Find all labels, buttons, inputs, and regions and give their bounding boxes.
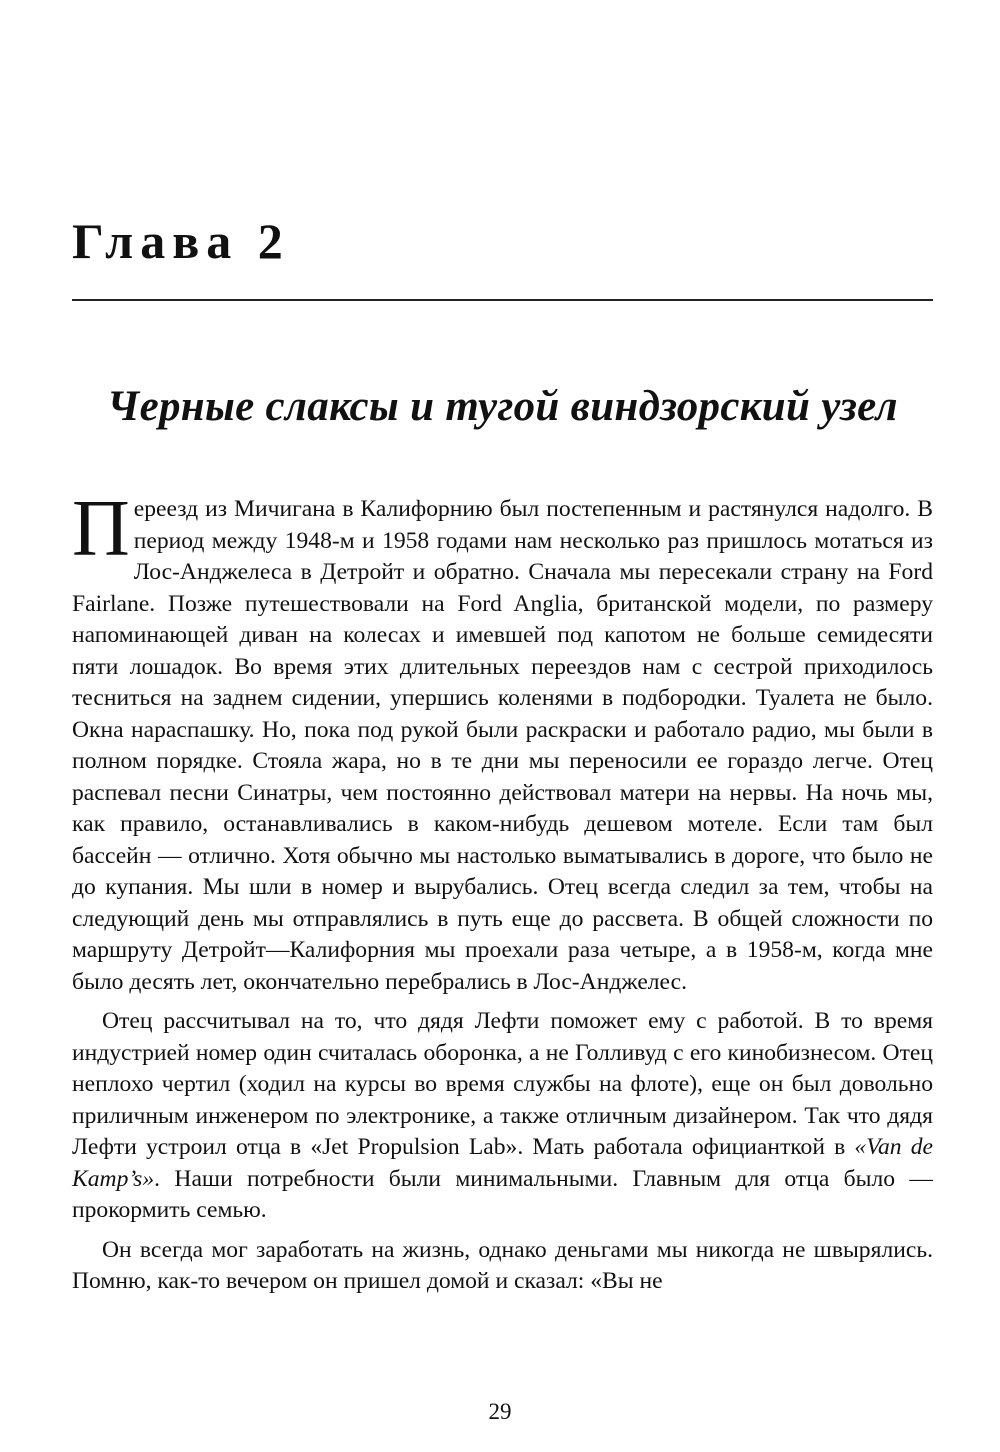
- paragraph-2-text-end: . Наши потребности были минимальными. Главным для отца было — прокормить семью.: [72, 1165, 933, 1223]
- chapter-divider-rule: [72, 299, 933, 301]
- paragraph-3-text: Он всегда мог заработать на жизнь, однако деньгами мы никогда не швырялись. Помню, как-то вечером он пришел домой и сказал: «Вы не: [72, 1236, 933, 1294]
- drop-cap-letter: П: [72, 485, 130, 573]
- paragraph-2-italic-name: «Van de Kamp’s»: [72, 1134, 933, 1192]
- paragraph-3: [72, 1235, 933, 1298]
- page-number: 29: [488, 1399, 512, 1424]
- paragraph-2-text-start: Отец рассчитывал на то, что дядя Лефти поможет ему с работой. В то время индустрией номер один считалась оборонка, а не Голливуд с его кинобизнесом. Отец неплохо чертил (ходил на курсы во время службы на флоте), еще он был довольно приличным инженером по электронике, а также отличным дизайнером. Так что дядя Лефти устроил отца в «Jet Propulsion Lab». Мать работала официанткой в: [72, 1008, 933, 1160]
- chapter-title: Черные слаксы и тугой виндзорский узел: [107, 383, 898, 430]
- paragraph-2: [72, 1006, 933, 1227]
- paragraph-1-text: ереезд из Мичигана в Калифорнию был постепенным и растянулся надолго. В период между 1948-м и 1958 годами нам несколько раз пришлось мотаться из Лос-Анджелеса в Детройт и обратно. Сначала мы пересекали страну на Ford Fairlane. Позже путешествовали на Ford Anglia, британской модели, по размеру напоминающей диван на колесах и имевшей под капотом не больше семидесяти пяти лошадок. Во время этих длительных переездов нам с сестрой приходилось тесниться на заднем сидении, упершись коленями в подбородки. Туалета не было. Окна нараспашку. Но, пока под рукой были раскраски и работало радио, мы были в полном порядке. Стояла жара, но в те дни мы переносили ее гораздо легче. Отец распевал песни Синатры, чем постоянно действовал матери на нервы. На ночь мы, как правило, останавливались в каком-нибудь дешевом мотеле. Если там был бассейн — отлично. Хотя обычно мы настолько выматывались в дороге, что было не до купания. Мы шли в номер и вырубались. Отец всегда следил за тем, чтобы на следующий день мы отправлялись в путь еще до рассвета. В общей сложности по маршруту Детройт—Калифорния мы проехали раза четыре, а в 1958-м, когда мне было десять лет, окончательно перебрались в Лос-Анджелес.: [72, 496, 933, 995]
- paragraph-1: [72, 485, 933, 998]
- body-text: [72, 485, 933, 1298]
- chapter-number-heading: Глава 2: [72, 213, 290, 269]
